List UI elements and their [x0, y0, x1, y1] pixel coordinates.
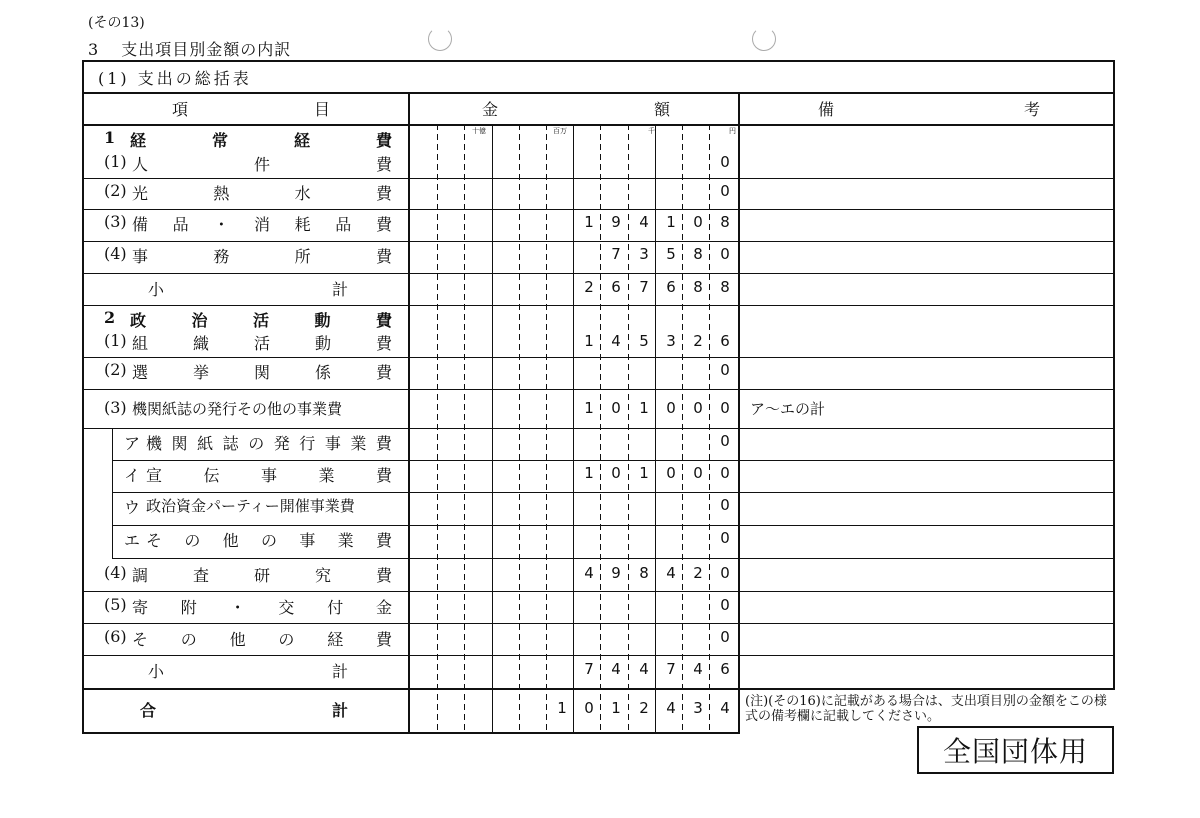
row-label-char: 動 [314, 334, 331, 353]
amount-digit: 8 [639, 564, 649, 582]
row-label-char: 交 [278, 598, 295, 617]
row-label-char: の [260, 531, 277, 550]
row-label-char: 係 [314, 363, 331, 382]
amount-digit: 0 [720, 182, 730, 200]
row-line [112, 460, 1115, 461]
row-label-char: 計 [331, 280, 348, 299]
digit-column-line [492, 124, 493, 732]
row-label-char: 費 [375, 566, 392, 585]
amount-digit: 6 [720, 660, 730, 678]
row-number: (3) [104, 212, 127, 231]
amount-digit: 9 [611, 564, 621, 582]
row-label-char: 他 [222, 531, 239, 550]
row-label-char: ・ [229, 598, 246, 617]
amount-digit: 3 [693, 699, 703, 717]
row-label-char: 費 [375, 466, 392, 485]
row-label-char: 費 [375, 334, 392, 353]
row-label-char: 水 [294, 184, 311, 203]
total-row-line [82, 688, 1115, 690]
header-remarks-right: 考 [1024, 100, 1041, 119]
row-label-char: 経 [293, 131, 310, 150]
amount-digit: 4 [666, 564, 676, 582]
row-line [112, 525, 1115, 526]
row-label-char: 動 [314, 311, 331, 330]
digit-column-line [464, 124, 465, 732]
row-label-char: 事 [260, 466, 277, 485]
row-number: ア [124, 434, 141, 453]
row-number: ウ [124, 498, 141, 517]
amount-digit: 0 [693, 399, 703, 417]
punch-hole-right [752, 27, 776, 51]
row-number: (4) [104, 563, 127, 582]
frame-top [82, 60, 1115, 62]
row-label-char: ・ [213, 215, 230, 234]
row-label-char: 他 [229, 630, 246, 649]
row-label [132, 595, 392, 618]
amount-digit: 1 [666, 213, 676, 231]
row-number: (2) [104, 181, 127, 200]
row-label-char: 発 [273, 434, 290, 453]
row-number: (6) [104, 627, 127, 646]
amount-digit: 7 [611, 245, 621, 263]
header-remarks-left: 備 [818, 100, 835, 119]
row-label-char: 備 [132, 215, 149, 234]
row-label [148, 659, 348, 682]
row-number: (5) [104, 595, 127, 614]
row-number: エ [124, 531, 141, 550]
row-label [132, 212, 392, 235]
digit-column-line [628, 124, 629, 732]
amount-digit: 7 [666, 660, 676, 678]
row-label-char: 事 [132, 247, 149, 266]
row-label-char: 研 [253, 566, 270, 585]
amount-digit: 0 [720, 361, 730, 379]
amount-digit: 4 [639, 213, 649, 231]
amount-digit: 9 [611, 213, 621, 231]
section-number: 3 [88, 40, 100, 59]
unit-yen: 円 [729, 127, 736, 135]
row-label-char: 組 [132, 334, 149, 353]
row-line [82, 178, 1115, 179]
digit-column-line [600, 124, 601, 732]
sub-items-bracket [112, 428, 113, 558]
row-label-char: 経 [327, 630, 344, 649]
row-line [82, 655, 1115, 656]
amount-digit: 1 [611, 699, 621, 717]
header-amount-right: 額 [654, 100, 671, 119]
amount-digit: 2 [639, 699, 649, 717]
frame-bottom [82, 732, 740, 734]
row-label-char: 人 [132, 155, 149, 174]
row-line [82, 428, 1115, 429]
footnote: (注)(その16)に記載がある場合は、支出項目別の金額をこの様式の備考欄に記載してください。 [745, 694, 1107, 724]
header-bottom-line [82, 124, 1115, 126]
amount-digit: 1 [584, 464, 594, 482]
row-number: (4) [104, 244, 127, 263]
digit-column-line [519, 124, 520, 732]
digit-column-line [573, 124, 574, 732]
row-label-char: 品 [172, 215, 189, 234]
row-line [82, 273, 1115, 274]
row-label-char: 小 [148, 662, 165, 681]
amount-digit: 5 [666, 245, 676, 263]
row-label-char: 件 [253, 155, 270, 174]
amount-digit: 2 [693, 332, 703, 350]
row-label-char: 金 [375, 598, 392, 617]
row-label-char: 耗 [294, 215, 311, 234]
amount-digit: 6 [611, 278, 621, 296]
row-label-char: 事 [324, 434, 341, 453]
amount-digit: 0 [720, 399, 730, 417]
header-item-left: 項 [172, 100, 189, 119]
amount-digit: 1 [584, 399, 594, 417]
amount-digit: 4 [666, 699, 676, 717]
row-line [82, 357, 1115, 358]
row-label [132, 331, 392, 354]
header-remarks [740, 96, 1112, 124]
amount-digit: 1 [639, 399, 649, 417]
row-label [132, 563, 392, 586]
row-label-char: 附 [180, 598, 197, 617]
row-label-char: 活 [252, 311, 269, 330]
row-label-char: 査 [192, 566, 209, 585]
row-label-char: 務 [213, 247, 230, 266]
row-label-char: 計 [331, 701, 348, 720]
amount-digit: 8 [693, 278, 703, 296]
amount-digit: 3 [666, 332, 676, 350]
row-label-char: 費 [375, 247, 392, 266]
unit-thousand: 千 [648, 127, 655, 135]
amount-digit: 0 [611, 399, 621, 417]
amount-digit: 4 [611, 332, 621, 350]
amount-digit: 1 [584, 213, 594, 231]
row-number: 2 [104, 308, 116, 327]
amount-digit: 2 [693, 564, 703, 582]
amount-digit: 8 [720, 213, 730, 231]
amount-digit: 0 [693, 464, 703, 482]
table-title: (1) 支出の総括表 [98, 69, 252, 88]
row-label-char: 治 [191, 311, 208, 330]
amount-digit: 0 [720, 564, 730, 582]
row-number: (3) [104, 398, 127, 417]
amount-digit: 0 [720, 628, 730, 646]
amount-digit: 0 [666, 399, 676, 417]
row-line [112, 492, 1115, 493]
amount-digit: 3 [639, 245, 649, 263]
row-label-char: の [278, 630, 295, 649]
row-label [132, 360, 392, 383]
amount-digit: 0 [720, 464, 730, 482]
header-item-right: 目 [314, 100, 331, 119]
amount-digit: 4 [584, 564, 594, 582]
digit-column-line [655, 124, 656, 732]
header-item [84, 96, 408, 124]
amount-digit: 0 [720, 153, 730, 171]
amount-digit: 0 [720, 529, 730, 547]
row-label [146, 463, 392, 486]
digit-column-line [682, 124, 683, 732]
row-label: 政治資金パーティー開催事業費 [146, 497, 355, 515]
amount-digit: 0 [720, 245, 730, 263]
row-line [82, 305, 1115, 306]
amount-digit: 0 [611, 464, 621, 482]
row-label-char: 費 [375, 184, 392, 203]
item-amount-divider [408, 92, 410, 734]
row-label-char: そ [132, 630, 149, 649]
amount-digit: 5 [639, 332, 649, 350]
amount-digit: 4 [639, 660, 649, 678]
amount-digit: 4 [611, 660, 621, 678]
row-label-char: 業 [318, 466, 335, 485]
row-label [130, 308, 392, 331]
amount-digit: 6 [720, 332, 730, 350]
amount-digit: 4 [720, 699, 730, 717]
row-label-char: の [184, 531, 201, 550]
row-label-char: 費 [375, 434, 392, 453]
row-label-char: 費 [375, 630, 392, 649]
row-label-char: の [248, 434, 265, 453]
row-number: イ [124, 466, 141, 485]
row-label-char: 費 [375, 531, 392, 550]
row-label [132, 627, 392, 650]
amount-digit: 8 [693, 245, 703, 263]
amount-digit: 0 [584, 699, 594, 717]
row-label [146, 431, 392, 454]
amount-digit: 1 [584, 332, 594, 350]
row-line [112, 558, 1115, 559]
digit-column-line [546, 124, 547, 732]
row-label-char: 活 [253, 334, 270, 353]
row-label-char: 寄 [132, 598, 149, 617]
row-line [82, 389, 1115, 390]
amount-digit: 7 [639, 278, 649, 296]
amount-digit: 0 [666, 464, 676, 482]
row-label-char: 計 [331, 662, 348, 681]
amount-digit: 8 [720, 278, 730, 296]
row-label [146, 528, 392, 551]
row-label-char: 宣 [146, 466, 163, 485]
row-label-char: 業 [337, 531, 354, 550]
amount-digit: 6 [666, 278, 676, 296]
row-label: 機関紙誌の発行その他の事業費 [132, 400, 343, 418]
amount-digit: 2 [584, 278, 594, 296]
amount-digit: 0 [720, 496, 730, 514]
row-label-char: 常 [211, 131, 228, 150]
row-label-char: 光 [132, 184, 149, 203]
row-label [132, 244, 392, 267]
row-label-char: 政 [130, 311, 147, 330]
row-label-char: 究 [314, 566, 331, 585]
row-label [130, 128, 392, 151]
row-label-char: 機 [146, 434, 163, 453]
digit-column-line [709, 124, 710, 732]
row-label [140, 698, 348, 721]
row-label-char: 小 [148, 280, 165, 299]
frame-left [82, 60, 84, 734]
row-label [132, 181, 392, 204]
digit-column-line [437, 124, 438, 732]
amount-digit: 0 [720, 596, 730, 614]
row-label-char: 熱 [213, 184, 230, 203]
row-label-char: 費 [375, 363, 392, 382]
row-label-char: 合 [140, 701, 157, 720]
row-label-char: 選 [132, 363, 149, 382]
row-remark: ア～エの計 [750, 400, 826, 418]
section-title: 支出項目別金額の内訳 [121, 40, 292, 59]
row-label-char: 費 [375, 215, 392, 234]
row-label-char: 伝 [203, 466, 220, 485]
row-label-char: 行 [299, 434, 316, 453]
row-number: (1) [104, 152, 127, 171]
header-top-line [82, 92, 1115, 94]
row-label-char: 費 [375, 311, 392, 330]
row-label [148, 277, 348, 300]
page-number: (その13) [88, 15, 145, 31]
row-label-char: 付 [327, 598, 344, 617]
row-line [82, 591, 1115, 592]
header-amount [410, 96, 738, 124]
amount-remarks-divider [738, 92, 740, 734]
unit-million: 百万 [553, 127, 567, 135]
amount-digit: 0 [693, 213, 703, 231]
amount-digit: 1 [639, 464, 649, 482]
row-label-char: そ [146, 531, 163, 550]
row-label [132, 152, 392, 175]
frame-right [1113, 60, 1115, 690]
row-label-char: 誌 [222, 434, 239, 453]
punch-hole-left [428, 27, 452, 51]
header-amount-left: 金 [482, 100, 499, 119]
row-number: (1) [104, 331, 127, 350]
amount-digit: 1 [557, 699, 567, 717]
row-label-char: 費 [375, 131, 392, 150]
row-label-char: 事 [299, 531, 316, 550]
row-line [82, 241, 1115, 242]
row-line [82, 209, 1115, 210]
amount-digit: 0 [720, 432, 730, 450]
row-label-char: 関 [171, 434, 188, 453]
row-label-char: 業 [350, 434, 367, 453]
row-label-char: 費 [375, 155, 392, 174]
section-heading [88, 37, 291, 60]
row-label-char: 紙 [197, 434, 214, 453]
row-number: (2) [104, 360, 127, 379]
row-label-char: 品 [335, 215, 352, 234]
row-label-char: 挙 [192, 363, 209, 382]
row-label-char: 調 [132, 566, 149, 585]
row-line [82, 623, 1115, 624]
row-label-char: 織 [192, 334, 209, 353]
row-label-char: の [180, 630, 197, 649]
amount-digit: 4 [693, 660, 703, 678]
row-number: 1 [104, 128, 116, 147]
row-label-char: 関 [253, 363, 270, 382]
row-label-char: 消 [253, 215, 270, 234]
row-label-char: 所 [294, 247, 311, 266]
organization-type-stamp: 全国団体用 [917, 726, 1114, 774]
unit-ten-billion: 十億 [472, 127, 486, 135]
amount-digit: 7 [584, 660, 594, 678]
row-label-char: 経 [130, 131, 147, 150]
